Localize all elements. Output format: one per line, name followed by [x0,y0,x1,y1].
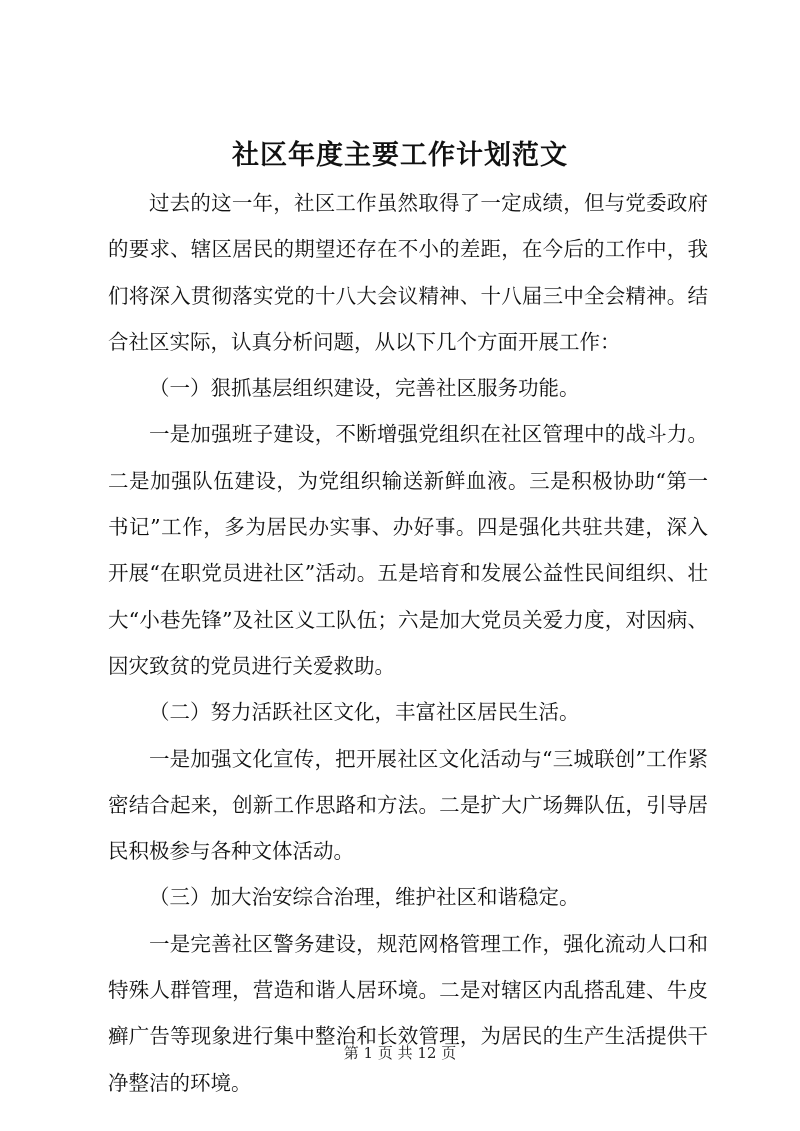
section-body-2: 一是加强文化宣传，把开展社区文化活动与“三城联创”工作紧密结合起来，创新工作思路和方法。二是扩大广场舞队伍，引导居民积极参与各种文体活动。 [108,746,708,864]
page-number-footer: 第 1 页 共 12 页 [343,1044,457,1062]
section-heading-3: （三）加大治安综合治理，维护社区和谐稳定。 [149,885,580,910]
section-heading-1: （一）狠抓基层组织建设，完善社区服务功能。 [149,376,580,401]
document-title: 社区年度主要工作计划范文 [232,140,568,171]
section-body-1: 一是加强班子建设，不断增强党组织在社区管理中的战斗力。二是加强队伍建设，为党组织输送新鲜血液。三是积极协助“第一书记”工作，多为居民办实事、办好事。四是强化共驻共建，深入开展“在职党员进社区”活动。五是培育和发展公益性民间组织、壮大“小巷先锋”及社区义工队伍；六是加大党员关爱力度，对因病、因灾致贫的党员进行关爱救助。 [108,422,708,678]
section-body-3: 一是完善社区警务建设，规范网格管理工作，强化流动人口和特殊人群管理，营造和谐人居环境。二是对辖区内乱搭乱建、牛皮癣广告等现象进行集中整治和长效管理，为居民的生产生活提供干净整洁的环境。 [108,931,708,1095]
document-body [108,180,708,1106]
section-heading-2: （二）努力活跃社区文化，丰富社区居民生活。 [149,700,580,725]
intro-paragraph: 过去的这一年，社区工作虽然取得了一定成绩，但与党委政府的要求、辖区居民的期望还存在不小的差距，在今后的工作中，我们将深入贯彻落实党的十八大会议精神、十八届三中全会精神。结合社区实际，认真分析问题，从以下几个方面开展工作： [108,191,708,354]
